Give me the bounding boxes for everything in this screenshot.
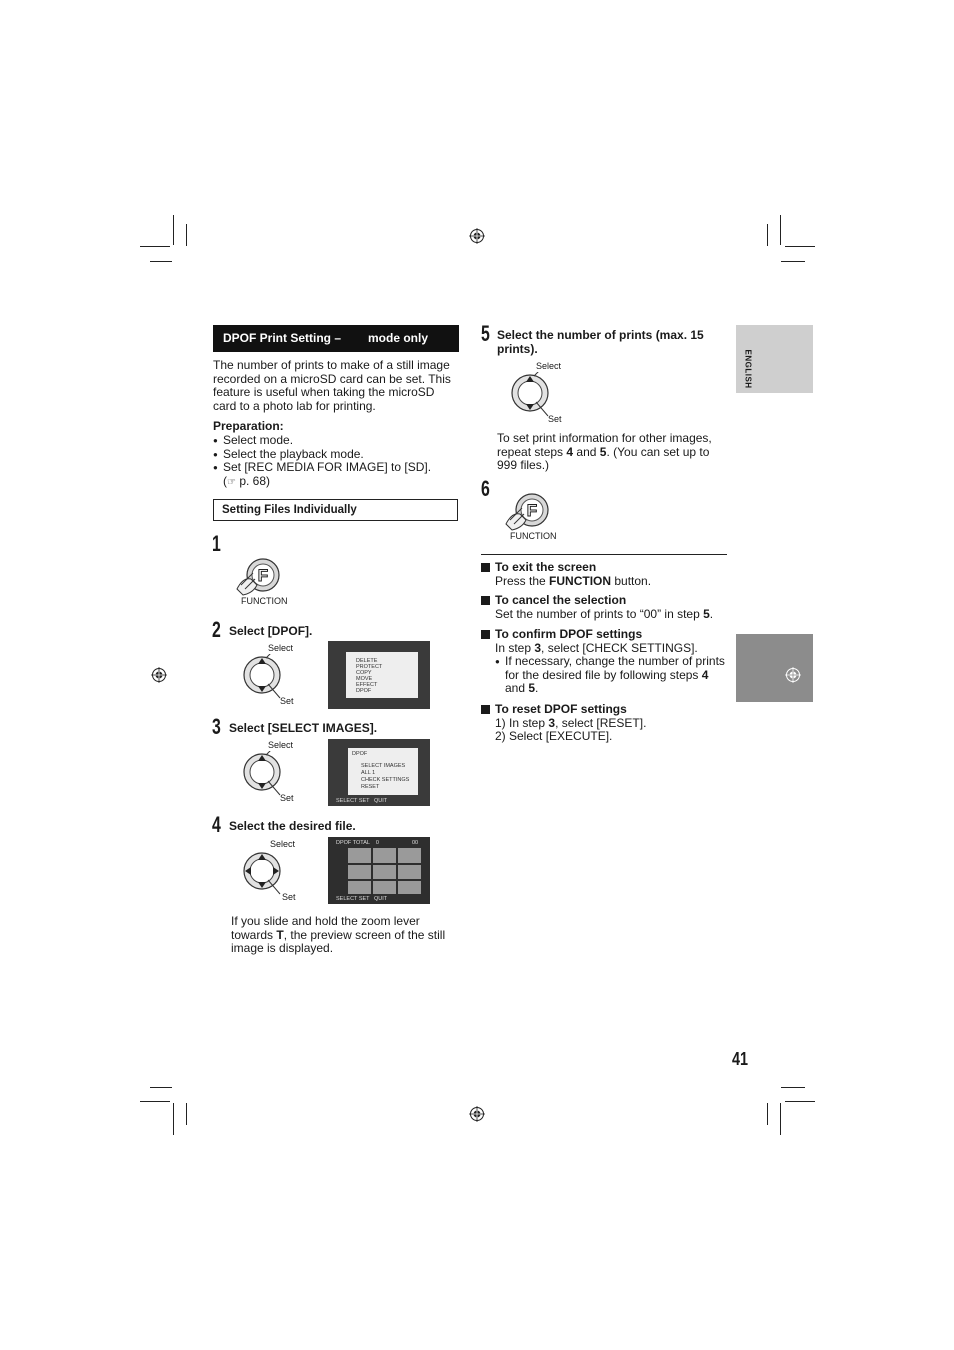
- function-label: FUNCTION: [241, 596, 288, 606]
- function-button-icon: [502, 490, 554, 534]
- note-cancel: To cancel the selection Set the number of prints to “00” in step 5.: [481, 594, 727, 621]
- registration-mark-icon: [469, 1106, 485, 1122]
- intro-paragraph: The number of prints to make of a still image recorded on a microSD card can be set. This feature is useful when taking the microSD card to a photo lab for printing.: [213, 358, 451, 413]
- select-label: Select: [268, 740, 294, 750]
- lcd-screen-file-index: DPOF TOTAL 0 00 SELECT SET QUIT: [328, 837, 430, 904]
- section-box: Setting Files Individually: [213, 499, 458, 521]
- select-label: Select: [270, 839, 296, 849]
- step-number: 2: [212, 617, 221, 642]
- reference-hand-icon: ☞: [227, 477, 236, 488]
- chapter-tab: [736, 634, 813, 702]
- set-label: Set: [280, 696, 294, 706]
- step-title: Select the number of prints (max. 15 prints).: [497, 328, 704, 356]
- svg-text:F: F: [257, 566, 269, 585]
- control-dial-icon: [510, 372, 556, 418]
- step-title: Select the desired file.: [229, 819, 356, 833]
- language-tab-label: ENGLISH: [743, 349, 753, 389]
- control-dial-4way-icon: [242, 850, 288, 896]
- set-label: Set: [282, 892, 296, 902]
- list-item: ● Select mode.: [213, 434, 459, 448]
- preparation-heading: Preparation:: [213, 419, 284, 433]
- select-label: Select: [536, 361, 562, 371]
- note-exit: To exit the screen Press the FUNCTION button.: [481, 561, 727, 588]
- list-item: ● Set [REC MEDIA FOR IMAGE] to [SD].: [213, 461, 459, 475]
- set-label: Set: [280, 793, 294, 803]
- step5-note: To set print information for other images, repeat steps 4 and 5. (You can set up to 999 files.): [497, 431, 712, 472]
- page-number: 41: [732, 1049, 749, 1069]
- lcd-screen-select-images: DPOF SELECT IMAGES ALL 1 CHECK SETTINGS RESET SELECT SET QUIT: [328, 739, 430, 806]
- section-header-suffix: mode only: [368, 331, 429, 345]
- control-dial-icon: [242, 654, 288, 700]
- step-number: 3: [212, 714, 221, 739]
- step-number: 5: [481, 321, 490, 346]
- preparation-list: [213, 434, 459, 475]
- registration-mark-icon: [785, 667, 801, 683]
- step-number: 4: [212, 812, 221, 837]
- lcd-screen-dpof-menu: DELETE PROTECT COPY MOVE EFFECT DPOF: [328, 641, 430, 709]
- select-label: Select: [268, 643, 294, 653]
- control-dial-icon: [242, 751, 288, 797]
- function-button-icon: [233, 555, 285, 599]
- step-number: 6: [481, 476, 490, 501]
- list-item: ● Select the playback mode.: [213, 448, 459, 462]
- divider: [481, 554, 727, 555]
- note-confirm: To confirm DPOF settings In step 3, select [CHECK SETTINGS]. ● If necessary, change the number of prints for the desired file by following steps 4 and 5.: [481, 628, 727, 696]
- section-header-title: DPOF Print Setting –: [223, 331, 342, 345]
- note-reset: To reset DPOF settings 1) In step 3, select [RESET]. 2) Select [EXECUTE].: [481, 703, 727, 744]
- set-label: Set: [548, 414, 562, 424]
- section-header: [213, 325, 459, 352]
- step-number: 1: [212, 531, 221, 556]
- function-label: FUNCTION: [510, 531, 557, 541]
- step-title: Select [SELECT IMAGES].: [229, 721, 378, 735]
- step4-note: If you slide and hold the zoom lever towards T, the preview screen of the still image is displayed.: [231, 914, 446, 955]
- registration-mark-icon: [469, 228, 485, 244]
- step-title: Select [DPOF].: [229, 624, 313, 638]
- preparation-ref: (☞ p. 68): [223, 474, 270, 488]
- language-tab: [736, 325, 813, 393]
- registration-mark-icon: [151, 667, 167, 683]
- svg-text:F: F: [526, 501, 538, 520]
